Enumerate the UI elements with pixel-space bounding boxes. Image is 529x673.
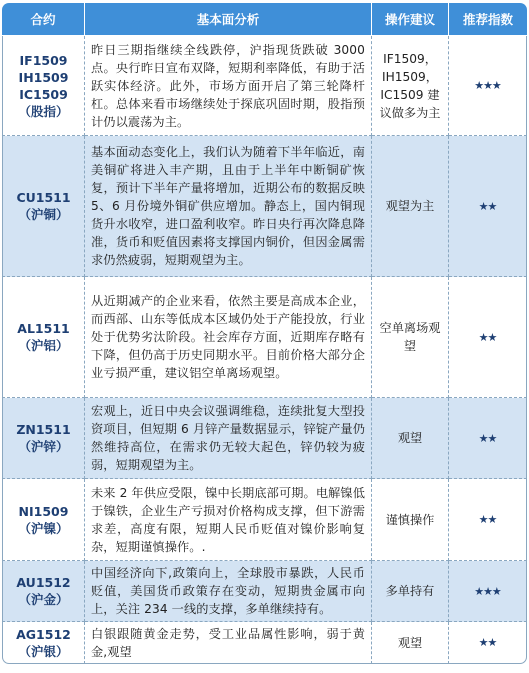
contract-cell xyxy=(2,36,85,136)
analysis-cell: 未来 2 年供应受限，镍中长期底部可期。电解镍低于镍铁，企业生产亏损对价格构成支撑，但下游需求差，高度有限，短期人民币贬值对镍价影响复杂，短期谨慎操作。. xyxy=(85,479,372,561)
advice-cell: IF1509，IH1509，IC1509 建议做多为主 xyxy=(372,36,449,136)
analysis-cell: 昨日三期指继续全线跌停，沪指现货跌破 3000 点。央行昨日宣布双降，短期利率降低，有助于活跃实体经济。此外，市场方面开启了第三轮降杆杠。总体来看市场继续处于探底巩固时期，股指预计仍以震荡为主。 xyxy=(85,36,372,136)
contract-code: IC1509 xyxy=(19,86,68,102)
advice-cell: 空单离场观望 xyxy=(372,277,449,398)
rating-stars: ★★ xyxy=(449,398,527,479)
rating-stars: ★★ xyxy=(449,136,527,277)
table-row xyxy=(2,561,527,622)
contract-category: （沪铜） xyxy=(18,207,69,222)
analysis-cell: 从近期减产的企业来看，依然主要是高成本企业，而西部、山东等低成本区域仍处于产能投放，行业处于优势劣汰阶段。社会库存方面，近期库存略有下降，但仍高于历史同期水平。目前价格大部分企业亏损严重，建议铝空单离场观望。 xyxy=(85,277,372,398)
contract-category: （股指） xyxy=(18,103,69,119)
table-header-row xyxy=(2,3,527,36)
header-contract: 合约 xyxy=(2,3,85,36)
header-advice: 操作建议 xyxy=(372,3,449,36)
table-row xyxy=(2,622,527,664)
table-row xyxy=(2,136,527,277)
contract-cell xyxy=(2,136,85,277)
contract-code: IH1509 xyxy=(18,69,69,85)
contract-code: AL1511 xyxy=(17,321,70,336)
rating-stars: ★★★ xyxy=(449,36,527,136)
rating-stars: ★★ xyxy=(449,479,527,561)
contract-code: ZN1511 xyxy=(16,422,71,437)
contract-code: NI1509 xyxy=(18,503,69,519)
advice-cell: 多单持有 xyxy=(372,561,449,622)
contract-category: （沪锌） xyxy=(18,439,69,454)
contract-cell xyxy=(2,398,85,479)
contract-category: （沪金） xyxy=(18,592,69,607)
analysis-cell: 宏观上，近日中央会议强调维稳，连续批复大型投资项目，但短期 6 月锌产量数据显示，锌锭产量仍然维持高位，在需求仍无较大起色，锌仍较为疲弱，短期观望为主。 xyxy=(85,398,372,479)
contract-cell xyxy=(2,622,85,664)
table-row xyxy=(2,36,527,136)
futures-strategy-table-container xyxy=(2,3,527,664)
table-row xyxy=(2,479,527,561)
contract-code: AG1512 xyxy=(16,626,71,642)
rating-stars: ★★ xyxy=(449,622,527,664)
table-row xyxy=(2,277,527,398)
contract-category: （沪银） xyxy=(18,643,69,659)
analysis-cell: 白银跟随黄金走势，受工业品属性影响，弱于黄金,观望 xyxy=(85,622,372,664)
advice-cell: 观望为主 xyxy=(372,136,449,277)
rating-stars: ★★ xyxy=(449,277,527,398)
advice-cell: 观望 xyxy=(372,398,449,479)
advice-cell: 谨慎操作 xyxy=(372,479,449,561)
contract-cell xyxy=(2,561,85,622)
rating-stars: ★★★ xyxy=(449,561,527,622)
contract-cell xyxy=(2,277,85,398)
advice-cell: 观望 xyxy=(372,622,449,664)
header-analysis: 基本面分析 xyxy=(85,3,372,36)
header-rating: 推荐指数 xyxy=(449,3,527,36)
analysis-cell: 基本面动态变化上，我们认为随着下半年临近，南美铜矿将进入丰产期，且由于上半年中断铜矿恢复，预计下半年产量将增加，近期公布的数据反映 5、6 月份境外铜矿供应增加。静态上，国内铜现货升水收窄，进口盈利收窄。昨日央行再次降息降准，货币和贬值因素将支撑国内铜价，但因金属需求仍然疲弱，短期观望为主。 xyxy=(85,136,372,277)
futures-strategy-table xyxy=(2,3,527,664)
analysis-cell: 中国经济向下,政策向上，全球股市暴跌，人民币贬值，美国货币政策存在变动，短期贵金属市向上，关注 234 一线的支撑，多单继续持有。 xyxy=(85,561,372,622)
table-row xyxy=(2,398,527,479)
contract-code: CU1511 xyxy=(16,190,71,205)
contract-code: IF1509 xyxy=(19,52,68,68)
contract-category: （沪镍） xyxy=(18,520,69,536)
contract-code: AU1512 xyxy=(16,575,71,590)
contract-cell xyxy=(2,479,85,561)
contract-category: （沪铝） xyxy=(18,338,69,353)
